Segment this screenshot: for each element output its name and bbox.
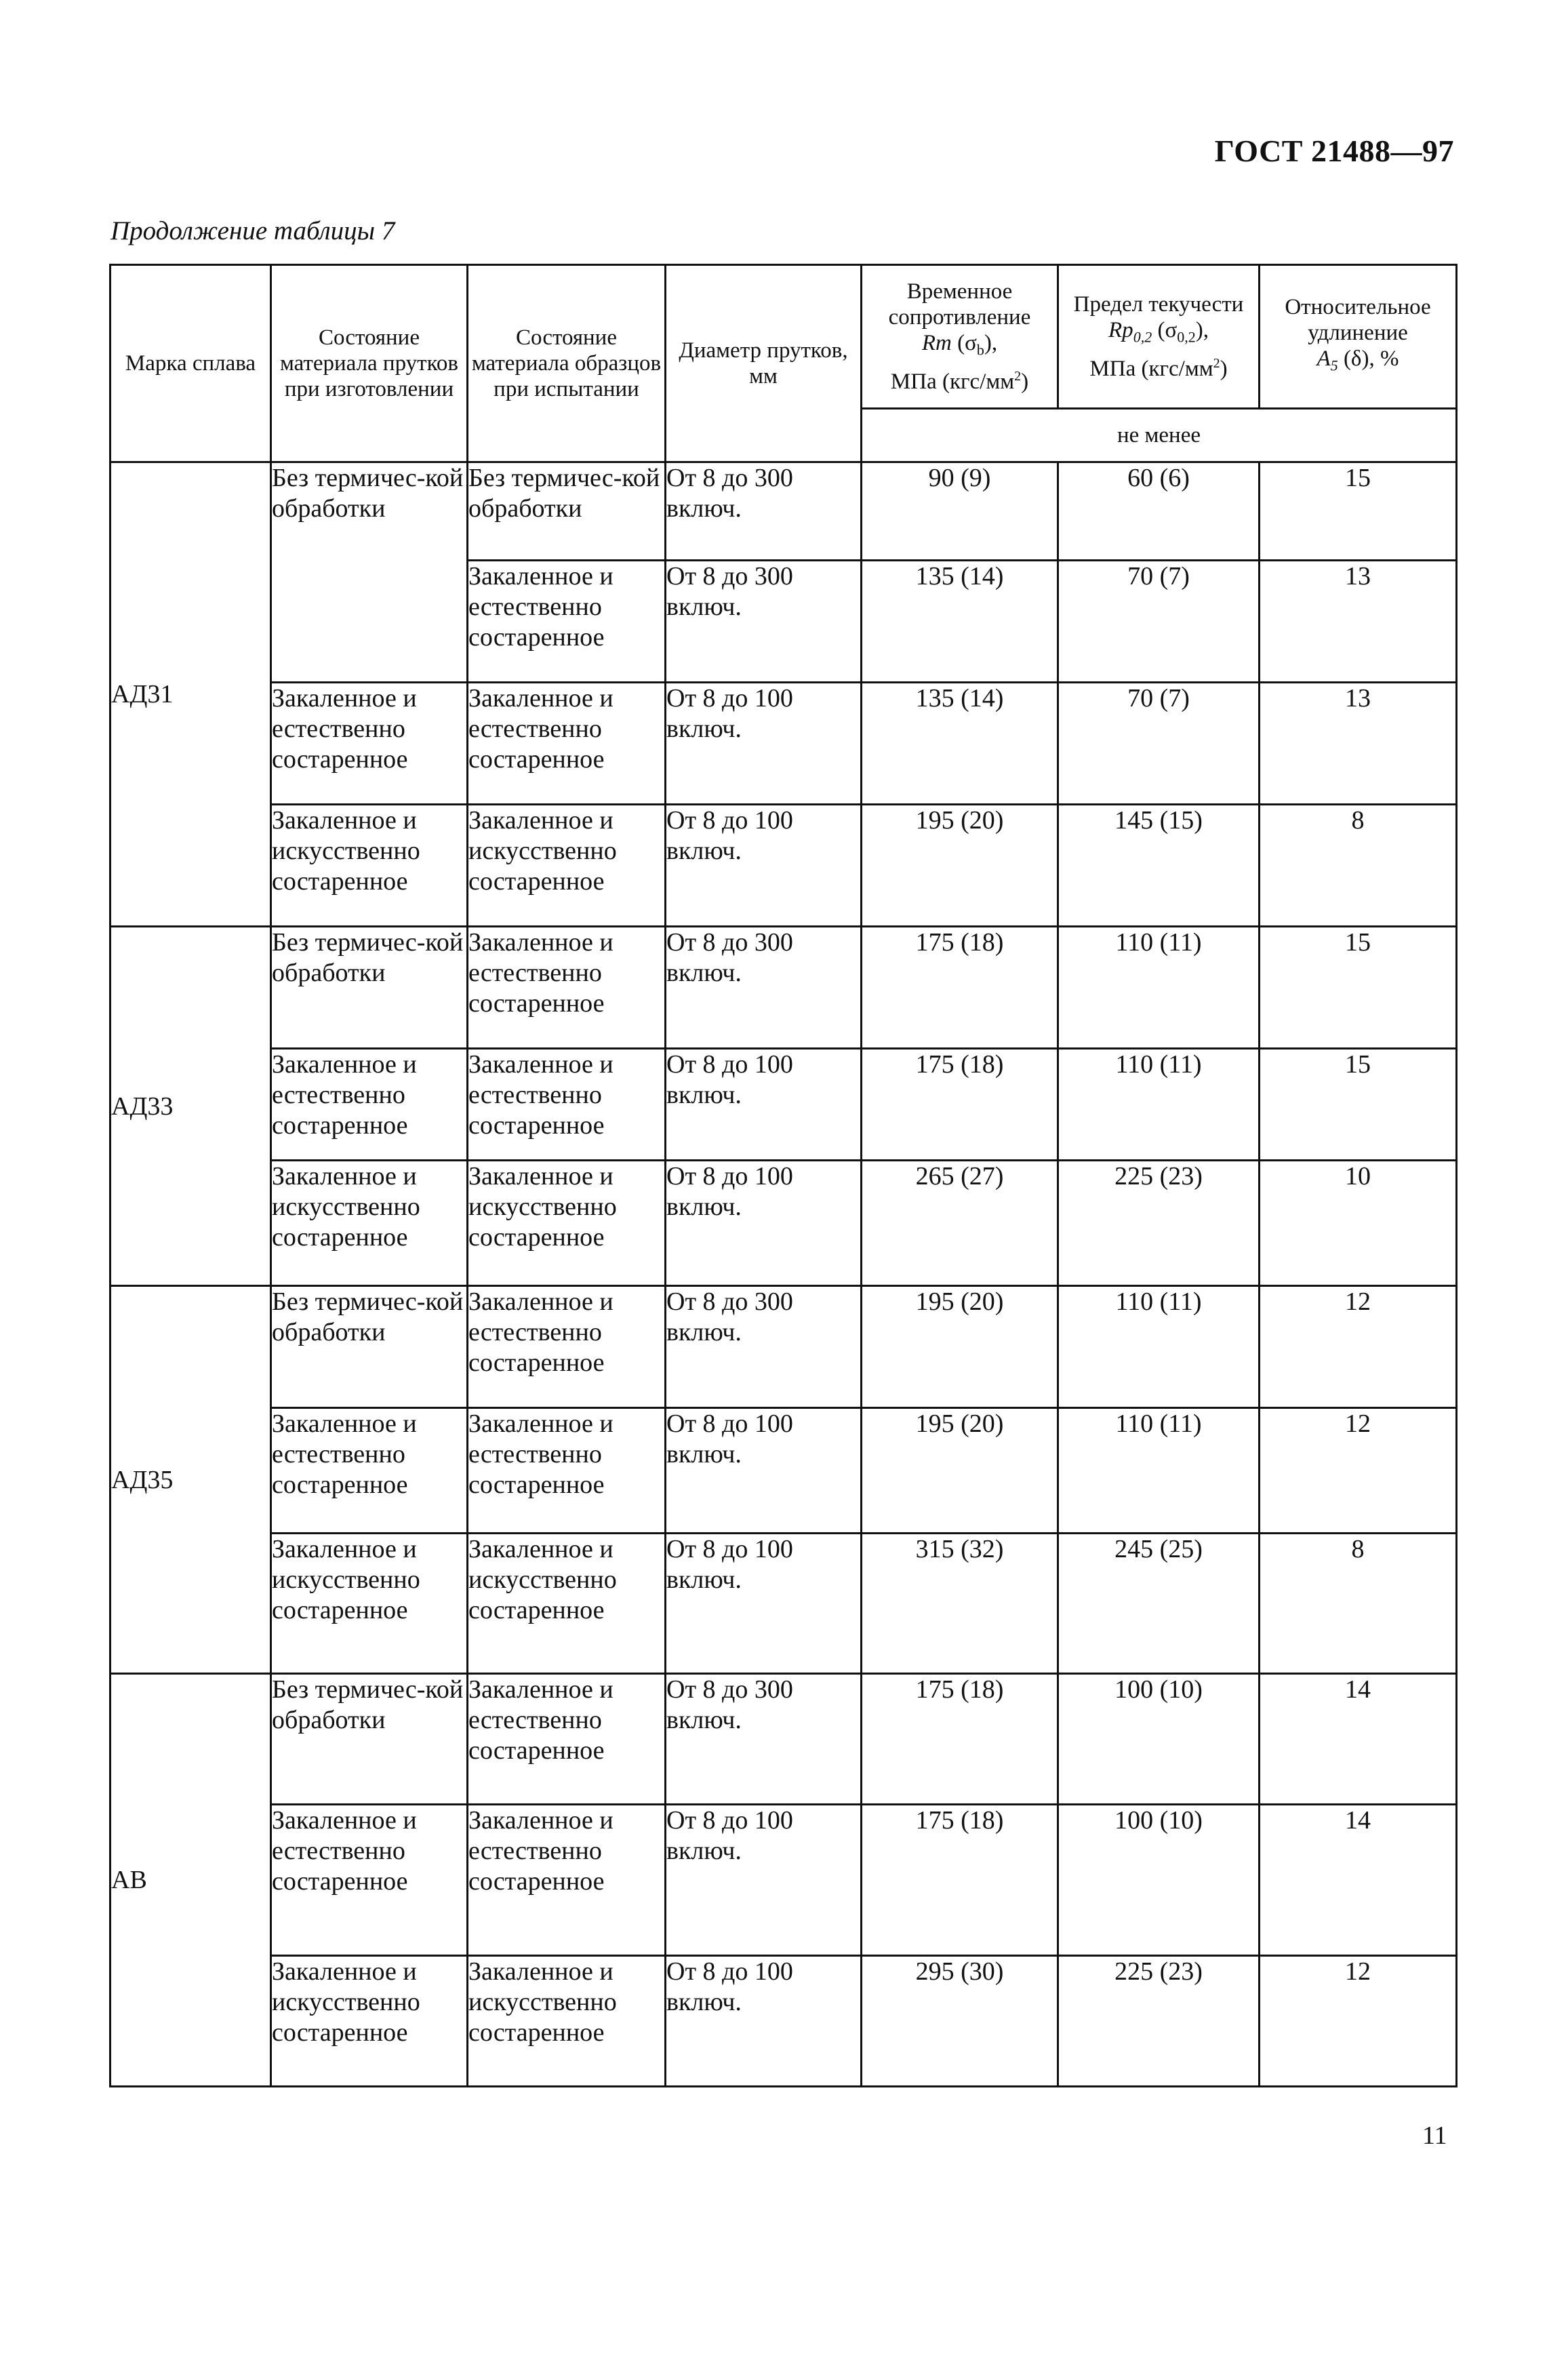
tensile-strength-cell: 195 (20) xyxy=(862,805,1058,927)
table-row xyxy=(110,1286,1457,1408)
state-manufacture-cell: Закаленное и естественно состаренное xyxy=(271,683,468,805)
state-manufacture-cell: Закаленное и искусственно состаренное xyxy=(271,805,468,927)
diameter-cell: От 8 до 300 включ. xyxy=(666,561,862,683)
elongation-cell: 12 xyxy=(1260,1408,1457,1534)
diameter-cell: От 8 до 100 включ. xyxy=(666,1956,862,2087)
table-row xyxy=(110,1534,1457,1674)
state-test-cell: Закаленное и искусственно состаренное xyxy=(468,1534,666,1674)
state-test-cell: Без термичес-кой обработки xyxy=(468,462,666,561)
header-tensile-symbol: Rm xyxy=(921,331,952,356)
sigma-subscript: 0,2 xyxy=(1177,328,1196,346)
state-test-cell: Закаленное и естественно состаренное xyxy=(468,1674,666,1805)
state-test-cell: Закаленное и естественно состаренное xyxy=(468,561,666,683)
elongation-cell: 15 xyxy=(1260,462,1457,561)
elongation-cell: 13 xyxy=(1260,683,1457,805)
table-body xyxy=(110,462,1457,2087)
table-row xyxy=(110,805,1457,927)
state-test-cell: Закаленное и естественно состаренное xyxy=(468,1286,666,1408)
document-code: ГОСТ 21488—97 xyxy=(1214,134,1454,168)
table-row xyxy=(110,683,1457,805)
tensile-strength-cell: 135 (14) xyxy=(862,561,1058,683)
header-diameter: Диаметр прутков, мм xyxy=(666,265,862,462)
yield-strength-cell: 225 (23) xyxy=(1058,1956,1260,2087)
yield-strength-cell: 60 (6) xyxy=(1058,462,1260,561)
tensile-strength-cell: 175 (18) xyxy=(862,1049,1058,1161)
state-manufacture-cell: Без термичес-кой обработки xyxy=(271,462,468,683)
diameter-cell: От 8 до 100 включ. xyxy=(666,1049,862,1161)
yield-strength-cell: 225 (23) xyxy=(1058,1161,1260,1286)
elongation-cell: 10 xyxy=(1260,1161,1457,1286)
diameter-cell: От 8 до 100 включ. xyxy=(666,805,862,927)
yield-strength-cell: 245 (25) xyxy=(1058,1534,1260,1674)
state-manufacture-cell: Закаленное и естественно состаренное xyxy=(271,1049,468,1161)
state-test-cell: Закаленное и искусственно состаренное xyxy=(468,1161,666,1286)
alloy-grade: АД33 xyxy=(110,927,271,1286)
header-state-manufacture: Состояние материала прутков при изготовлении xyxy=(271,265,468,462)
table-row xyxy=(110,1956,1457,2087)
tensile-strength-cell: 295 (30) xyxy=(862,1956,1058,2087)
header-not-less: не менее xyxy=(862,409,1457,462)
state-test-cell: Закаленное и естественно состаренное xyxy=(468,1408,666,1534)
table-row xyxy=(110,1161,1457,1286)
elongation-cell: 15 xyxy=(1260,1049,1457,1161)
diameter-cell: От 8 до 100 включ. xyxy=(666,1534,862,1674)
table-row xyxy=(110,1674,1457,1805)
state-test-cell: Закаленное и искусственно состаренное xyxy=(468,1956,666,2087)
diameter-cell: От 8 до 300 включ. xyxy=(666,927,862,1049)
state-manufacture-cell: Без термичес-кой обработки xyxy=(271,1674,468,1805)
state-manufacture-cell: Закаленное и естественно состаренное xyxy=(271,1408,468,1534)
state-manufacture-cell: Закаленное и искусственно состаренное xyxy=(271,1534,468,1674)
state-test-cell: Закаленное и естественно состаренное xyxy=(468,1805,666,1956)
elongation-cell: 12 xyxy=(1260,1286,1457,1408)
header-tensile-label: Временное сопротивление xyxy=(888,279,1031,330)
tensile-strength-cell: 195 (20) xyxy=(862,1408,1058,1534)
sigma-symbol: σ xyxy=(965,331,977,356)
elongation-cell: 14 xyxy=(1260,1674,1457,1805)
diameter-cell: От 8 до 100 включ. xyxy=(666,683,862,805)
diameter-cell: От 8 до 100 включ. xyxy=(666,1805,862,1956)
state-test-cell: Закаленное и искусственно состаренное xyxy=(468,805,666,927)
unit-superscript: 2 xyxy=(1014,368,1022,384)
unit-label: МПа (кгс/мм xyxy=(1089,356,1213,381)
state-manufacture-cell: Закаленное и естественно состаренное xyxy=(271,1805,468,1956)
alloy-grade: АД35 xyxy=(110,1286,271,1674)
yield-strength-cell: 100 (10) xyxy=(1058,1805,1260,1956)
header-elongation-label: Относительное удлинение xyxy=(1285,295,1431,346)
yield-strength-cell: 110 (11) xyxy=(1058,1408,1260,1534)
elongation-cell: 8 xyxy=(1260,805,1457,927)
alloy-grade: АВ xyxy=(110,1674,271,2087)
tensile-strength-cell: 175 (18) xyxy=(862,1805,1058,1956)
table-caption: Продолжение таблицы 7 xyxy=(110,216,395,245)
alloy-grade: АД31 xyxy=(110,462,271,927)
yield-strength-cell: 145 (15) xyxy=(1058,805,1260,927)
sigma-symbol: σ xyxy=(1165,318,1178,343)
unit-label: МПа (кгс/мм xyxy=(890,369,1015,394)
properties-table xyxy=(109,264,1458,2087)
table-row xyxy=(110,1049,1457,1161)
header-yield-symbol: $Rp_{0,2}$ xyxy=(1108,318,1152,346)
header-state-test: Состояние материала образцов при испытании xyxy=(468,265,666,462)
header-tensile-strength: Временное сопротивление Rm $(\sigma_b)$, МПа $(кгс/мм^2)$ xyxy=(862,265,1058,409)
table-row xyxy=(110,927,1457,1049)
yield-strength-cell: 70 (7) xyxy=(1058,561,1260,683)
header-yield-strength: Предел текучести $Rp_{0,2}$ $(\sigma_{0,2})$, МПа $(кгс/мм^2)$ xyxy=(1058,265,1260,409)
elongation-cell: 12 xyxy=(1260,1956,1457,2087)
table-row xyxy=(110,1408,1457,1534)
diameter-cell: От 8 до 300 включ. xyxy=(666,1674,862,1805)
tensile-strength-cell: 90 (9) xyxy=(862,462,1058,561)
elongation-cell: 8 xyxy=(1260,1534,1457,1674)
yield-strength-cell: 100 (10) xyxy=(1058,1674,1260,1805)
elongation-cell: 13 xyxy=(1260,561,1457,683)
tensile-strength-cell: 175 (18) xyxy=(862,1674,1058,1805)
tensile-strength-cell: 135 (14) xyxy=(862,683,1058,805)
state-manufacture-cell: Без термичес-кой обработки xyxy=(271,1286,468,1408)
state-test-cell: Закаленное и естественно состаренное xyxy=(468,1049,666,1161)
header-elongation-symbol: $A_5$ xyxy=(1316,346,1338,374)
tensile-strength-cell: 195 (20) xyxy=(862,1286,1058,1408)
header-yield-label: Предел текучести xyxy=(1073,292,1244,317)
yield-strength-cell: 110 (11) xyxy=(1058,1049,1260,1161)
table-row xyxy=(110,1805,1457,1956)
state-manufacture-cell: Закаленное и искусственно состаренное xyxy=(271,1956,468,2087)
state-test-cell: Закаленное и естественно состаренное xyxy=(468,927,666,1049)
yield-strength-cell: 110 (11) xyxy=(1058,1286,1260,1408)
tensile-strength-cell: 315 (32) xyxy=(862,1534,1058,1674)
header-elongation-unit: (δ), % xyxy=(1338,346,1399,372)
elongation-cell: 14 xyxy=(1260,1805,1457,1956)
diameter-cell: От 8 до 300 включ. xyxy=(666,462,862,561)
state-test-cell: Закаленное и естественно состаренное xyxy=(468,683,666,805)
diameter-cell: От 8 до 100 включ. xyxy=(666,1161,862,1286)
diameter-cell: От 8 до 300 включ. xyxy=(666,1286,862,1408)
header-elongation xyxy=(1260,265,1457,409)
elongation-cell: 15 xyxy=(1260,927,1457,1049)
unit-superscript: 2 xyxy=(1213,355,1220,371)
tensile-strength-cell: 265 (27) xyxy=(862,1161,1058,1286)
yield-strength-cell: 70 (7) xyxy=(1058,683,1260,805)
tensile-strength-cell: 175 (18) xyxy=(862,927,1058,1049)
state-manufacture-cell: Без термичес-кой обработки xyxy=(271,927,468,1049)
header-grade: Марка сплава xyxy=(110,265,271,462)
sigma-subscript: b xyxy=(976,341,984,359)
table-row xyxy=(110,462,1457,561)
yield-strength-cell: 110 (11) xyxy=(1058,927,1260,1049)
table-header xyxy=(110,265,1457,462)
state-manufacture-cell: Закаленное и искусственно состаренное xyxy=(271,1161,468,1286)
page-number: 11 xyxy=(1422,2121,1447,2150)
diameter-cell: От 8 до 100 включ. xyxy=(666,1408,862,1534)
